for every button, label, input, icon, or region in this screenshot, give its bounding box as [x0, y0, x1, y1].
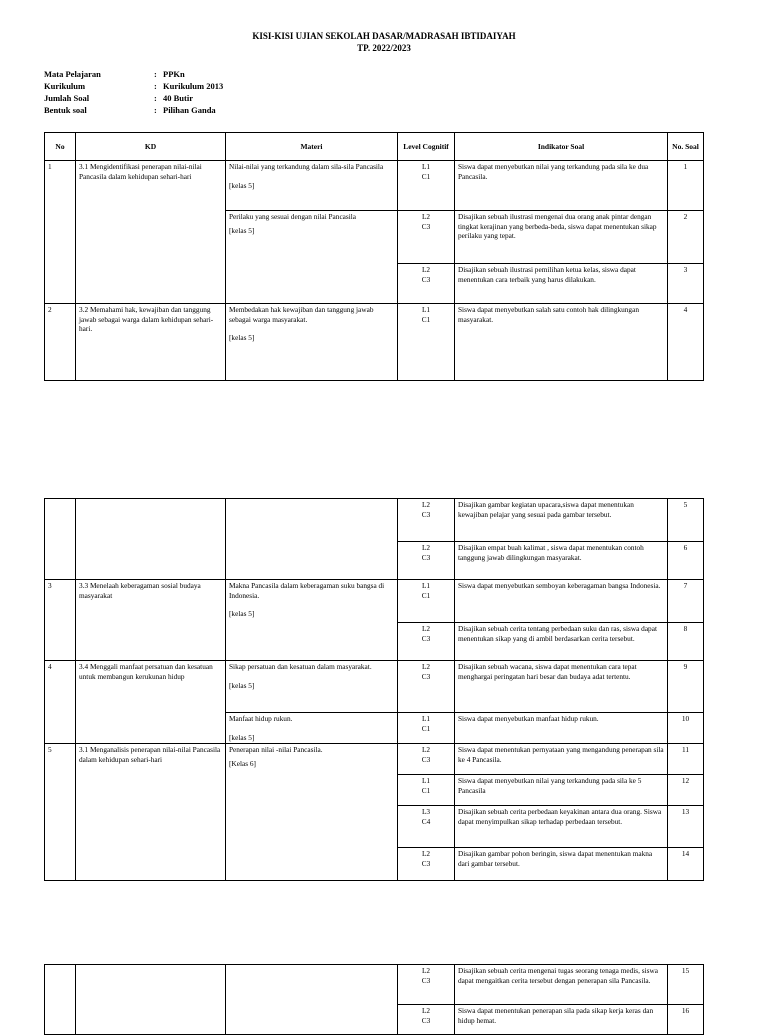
question-number: 15: [668, 965, 704, 1005]
indikator-cell: Siswa dapat menentukan pernyataan yang mengandung penerapan sila ke 4 Pancasila.: [455, 744, 668, 775]
table-row: [45, 499, 704, 542]
indikator-cell: Disajikan empat buah kalimat , siswa dapat menentukan contoh tanggung jawab dilingkungan masyarakat.: [455, 542, 668, 580]
level-cell: L2 C3: [398, 965, 455, 1005]
level-cell: L2 C3: [398, 848, 455, 881]
question-number: 8: [668, 623, 704, 661]
indikator-cell: Siswa dapat menentukan penerapan sila pada sikap kerja keras dan hidup hemat.: [455, 1005, 668, 1035]
materi-cell: Membedakan hak kewajiban dan tanggung jawab sebagai warga masyarakat. [kelas 5]: [226, 304, 398, 381]
grid-table-page-2: [44, 498, 704, 881]
level-cell: L1 C1: [398, 580, 455, 623]
question-number: 3: [668, 264, 704, 304]
grid-table-page-3: [44, 964, 704, 1035]
row-number: 4: [45, 661, 76, 744]
indikator-cell: Siswa dapat menyebutkan nilai yang terkandung pada sila ke 5 Pancasila: [455, 775, 668, 806]
meta-label: Bentuk soal: [44, 105, 87, 115]
level-cell: L2 C3: [398, 623, 455, 661]
question-number: 16: [668, 1005, 704, 1035]
table-row: [45, 161, 704, 211]
materi-cell-continued: [226, 965, 398, 1035]
meta-label: Mata Pelajaran: [44, 69, 101, 79]
indikator-cell: Disajikan sebuah cerita mengenai tugas seorang tenaga medis, siswa dapat mengaitkan cerita tersebut dengan penerapan sila Pancasila.: [455, 965, 668, 1005]
document-title: KISI-KISI UJIAN SEKOLAH DASAR/MADRASAH IBTIDAIYAH: [252, 31, 516, 41]
row-number: 3: [45, 580, 76, 661]
indikator-cell: Siswa dapat menyebutkan nilai yang terkandung pada sila ke dua Pancasila.: [455, 161, 668, 211]
question-number: 5: [668, 499, 704, 542]
materi-cell: Manfaat hidup rukun. [kelas 5]: [226, 713, 398, 744]
document-subtitle: TP. 2022/2023: [357, 43, 411, 53]
kd-cell-continued: [76, 965, 226, 1035]
level-cell: L2 C3: [398, 211, 455, 264]
materi-cell: Penerapan nilai -nilai Pancasila. [Kelas 6]: [226, 744, 398, 881]
indikator-cell: Disajikan sebuah ilustrasi pemilihan ketua kelas, siswa dapat menentukan cara terbaik yang harus dilakukan.: [455, 264, 668, 304]
meta-value: PPKn: [163, 69, 185, 79]
row-number: 2: [45, 304, 76, 381]
header-indikator: Indikator Soal: [455, 133, 668, 161]
meta-separator: :: [154, 105, 157, 115]
question-number: 2: [668, 211, 704, 264]
table-header-row: [45, 133, 704, 161]
question-number: 10: [668, 713, 704, 744]
row-number: 1: [45, 161, 76, 304]
level-cell: L1 C1: [398, 713, 455, 744]
indikator-cell: Disajikan sebuah cerita tentang perbedaan suku dan ras, siswa dapat menentukan sikap yang di ambil berdasarkan cerita tersebut.: [455, 623, 668, 661]
materi-cell: Makna Pancasila dalam keberagaman suku bangsa di Indonesia. [kelas 5]: [226, 580, 398, 661]
materi-cell: Nilai-nilai yang terkandung dalam sila-sila Pancasila [kelas 5]: [226, 161, 398, 211]
indikator-cell: Disajikan gambar pohon beringin, siswa dapat menentukan makna dari gambar tersebut.: [455, 848, 668, 881]
level-cell: L2 C3: [398, 542, 455, 580]
kd-cell: 3.3 Menelaah keberagaman sosial budaya masyarakat: [76, 580, 226, 661]
header-materi: Materi: [226, 133, 398, 161]
header-kd: KD: [76, 133, 226, 161]
materi-cell: Perilaku yang sesuai dengan nilai Pancasila [kelas 5]: [226, 211, 398, 304]
level-cell: L1 C1: [398, 775, 455, 806]
question-number: 1: [668, 161, 704, 211]
row-number-continued: [45, 499, 76, 580]
indikator-cell: Siswa dapat menyebutkan semboyan keberagaman bangsa Indonesia.: [455, 580, 668, 623]
meta-label: Jumlah Soal: [44, 93, 90, 103]
kd-cell: 3.4 Menggali manfaat persatuan dan kesatuan untuk membangun kerukunan hidup: [76, 661, 226, 744]
meta-separator: :: [154, 81, 157, 91]
question-number: 13: [668, 806, 704, 848]
table-row: [45, 304, 704, 381]
header-level: Level Cognitif: [398, 133, 455, 161]
meta-value: 40 Butir: [163, 93, 193, 103]
question-number: 6: [668, 542, 704, 580]
level-cell: L2 C3: [398, 1005, 455, 1035]
table-row: [45, 744, 704, 775]
kd-cell: 3.1 Menganalisis penerapan nilai-nilai Pancasila dalam kehidupan sehari-hari: [76, 744, 226, 881]
level-cell: L1 C1: [398, 161, 455, 211]
indikator-cell: Disajikan gambar kegiatan upacara,siswa dapat menentukan kewajiban pelajar yang sesuai pada gambar tersebut.: [455, 499, 668, 542]
materi-cell-continued: [226, 499, 398, 580]
indikator-cell: Disajikan sebuah wacana, siswa dapat menentukan cara tepat menghargai peringatan hari besar dan budaya adat tertentu.: [455, 661, 668, 713]
header-no-soal: No. Soal: [668, 133, 704, 161]
level-cell: L2 C3: [398, 499, 455, 542]
header-no: No: [45, 133, 76, 161]
question-number: 7: [668, 580, 704, 623]
meta-value: Kurikulum 2013: [163, 81, 224, 91]
table-row: [45, 965, 704, 1005]
level-cell: L1 C1: [398, 304, 455, 381]
table-row: [45, 580, 704, 623]
level-cell: L2 C3: [398, 264, 455, 304]
indikator-cell: Disajikan sebuah ilustrasi mengenai dua orang anak pintar dengan tingkat kerajinan yang berbeda-beda, siswa dapat menentukan sikap perilaku yang tepat.: [455, 211, 668, 264]
meta-label: Kurikulum: [44, 81, 86, 91]
row-number-continued: [45, 965, 76, 1035]
question-number: 11: [668, 744, 704, 775]
row-number: 5: [45, 744, 76, 881]
meta-separator: :: [154, 69, 157, 79]
question-number: 14: [668, 848, 704, 881]
level-cell: L2 C3: [398, 661, 455, 713]
question-number: 12: [668, 775, 704, 806]
meta-value: Pilihan Ganda: [163, 105, 216, 115]
meta-separator: :: [154, 93, 157, 103]
indikator-cell: Disajikan sebuah cerita perbedaan keyakinan antara dua orang. Siswa dapat menyimpulkan sikap terhadap perbedaan tersebut.: [455, 806, 668, 848]
question-number: 9: [668, 661, 704, 713]
kd-cell: 3.2 Memahami hak, kewajiban dan tanggung jawab sebagai warga dalam kehidupan sehari-hari.: [76, 304, 226, 381]
materi-cell: Sikap persatuan dan kesatuan dalam masyarakat. [kelas 5]: [226, 661, 398, 713]
kd-cell-continued: [76, 499, 226, 580]
level-cell: L2 C3: [398, 744, 455, 775]
kd-cell: 3.1 Mengidentifikasi penerapan nilai-nilai Pancasila dalam kehidupan sehari-hari: [76, 161, 226, 304]
table-row: [45, 661, 704, 713]
level-cell: L3 C4: [398, 806, 455, 848]
indikator-cell: Siswa dapat menyebutkan manfaat hidup rukun.: [455, 713, 668, 744]
grid-table-page-1: [44, 132, 704, 381]
question-number: 4: [668, 304, 704, 381]
indikator-cell: Siswa dapat menyebutkan salah satu contoh hak dilingkungan masyarakat.: [455, 304, 668, 381]
